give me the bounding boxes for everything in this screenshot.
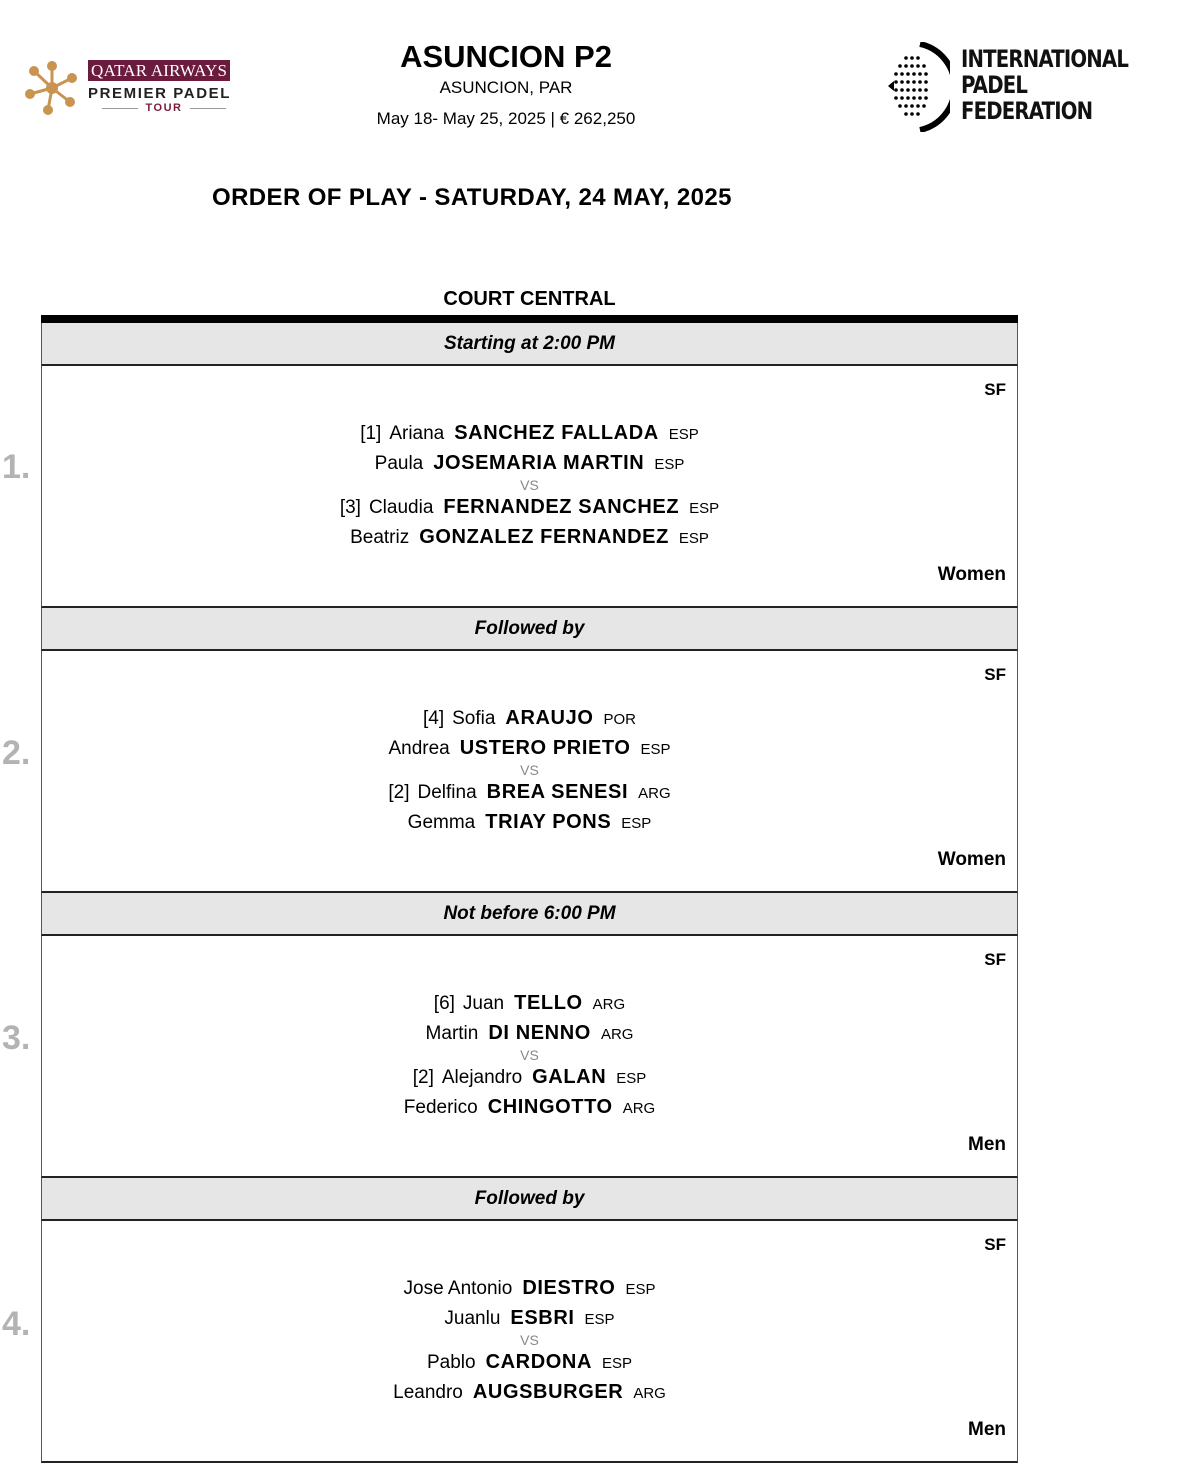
player-last-name: ESBRI [510, 1307, 575, 1329]
federation-name [961, 46, 1128, 124]
player-first-name: Pablo [426, 1352, 476, 1373]
player-nationality: ESP [654, 456, 685, 473]
page-header [0, 0, 1179, 150]
sponsor-brand: QATAR AIRWAYS [88, 60, 230, 81]
match-category: Men [968, 1419, 1006, 1440]
player-nationality: ESP [668, 426, 699, 443]
player-first-name: Beatriz [350, 527, 410, 548]
match-2 [41, 651, 1018, 893]
player-nationality: ARG [622, 1100, 656, 1117]
player-row [42, 1018, 1017, 1048]
tournament-location: ASUNCION, PAR [439, 78, 573, 97]
match-1 [41, 366, 1018, 608]
federation-line2: PADEL [961, 71, 1028, 99]
match-category: Women [937, 564, 1006, 585]
player-first-name: Alejandro [441, 1067, 523, 1088]
player-row [42, 418, 1017, 448]
player-last-name: DI NENNO [488, 1022, 591, 1044]
match-teams [42, 418, 1017, 552]
premier-padel-logo [22, 58, 244, 120]
versus-label: VS [520, 477, 539, 493]
player-first-name: Federico [403, 1097, 478, 1118]
tour-sub: TOUR [88, 102, 240, 114]
player-last-name: TELLO [514, 992, 583, 1014]
player-nationality: ESP [625, 1281, 656, 1298]
match-teams [42, 703, 1017, 837]
player-last-name: TRIAY PONS [485, 811, 612, 833]
match-3 [41, 936, 1018, 1178]
ipf-logo [886, 42, 1129, 134]
player-seed: [3] [339, 497, 361, 518]
player-nationality: ARG [638, 785, 671, 802]
time-slot-3: Not before 6:00 PM [41, 893, 1018, 936]
player-row [42, 1092, 1017, 1122]
player-seed: [2] [412, 1067, 434, 1088]
order-of-play-title: ORDER OF PLAY - SATURDAY, 24 MAY, 2025 [212, 184, 732, 211]
player-row [42, 448, 1017, 478]
player-nationality: ESP [689, 500, 720, 517]
player-last-name: GALAN [532, 1066, 607, 1088]
player-first-name: Jose Antonio [403, 1278, 513, 1299]
player-nationality: ESP [616, 1070, 647, 1087]
tournament-dates-prize: May 18- May 25, 2025 | € 262,250 [376, 109, 636, 128]
oryx-flower-icon [22, 58, 82, 118]
player-row [42, 777, 1017, 807]
player-row [42, 522, 1017, 552]
player-last-name: JOSEMARIA MARTIN [433, 452, 645, 474]
player-seed: [2] [388, 782, 410, 803]
player-last-name: FERNANDEZ SANCHEZ [443, 496, 680, 518]
player-seed: [4] [422, 708, 445, 729]
match-round: SF [984, 380, 1006, 399]
player-first-name: Gemma [407, 812, 476, 833]
player-nationality: ARG [592, 996, 626, 1013]
player-first-name: Leandro [393, 1382, 463, 1403]
match-number: 1. [2, 448, 31, 486]
player-nationality: POR [603, 711, 636, 728]
federation-line3: FEDERATION [961, 97, 1093, 125]
player-row [42, 1303, 1017, 1333]
player-nationality: ESP [584, 1311, 615, 1328]
match-category: Men [968, 1134, 1006, 1155]
player-row [42, 988, 1017, 1018]
player-last-name: CARDONA [485, 1351, 592, 1373]
player-row [42, 807, 1017, 837]
player-nationality: ESP [678, 530, 709, 547]
player-nationality: ARG [600, 1026, 634, 1043]
player-row [42, 1062, 1017, 1092]
player-last-name: AUGSBURGER [472, 1381, 624, 1403]
player-nationality: ESP [640, 741, 671, 758]
versus-label: VS [520, 762, 539, 778]
tour-name: PREMIER PADEL [88, 85, 232, 102]
player-last-name: USTERO PRIETO [459, 737, 631, 759]
player-first-name: Claudia [368, 497, 434, 518]
player-first-name: Sofia [452, 708, 496, 729]
federation-line1: INTERNATIONAL [961, 45, 1129, 73]
match-number: 4. [2, 1305, 31, 1343]
player-nationality: ARG [633, 1385, 666, 1402]
match-4 [41, 1221, 1018, 1463]
player-last-name: GONZALEZ FERNANDEZ [419, 526, 669, 548]
player-last-name: BREA SENESI [486, 781, 629, 803]
player-first-name: Andrea [388, 738, 450, 759]
player-last-name: DIESTRO [522, 1277, 616, 1299]
player-row [42, 733, 1017, 763]
court-schedule [41, 315, 1018, 1463]
player-row [42, 1273, 1017, 1303]
player-first-name: Juanlu [444, 1308, 501, 1329]
versus-label: VS [520, 1332, 539, 1348]
player-last-name: CHINGOTTO [487, 1096, 613, 1118]
player-row [42, 703, 1017, 733]
player-seed: [6] [433, 993, 455, 1014]
tournament-name: ASUNCION P2 [400, 39, 612, 74]
padel-ball-icon [886, 42, 950, 132]
match-number: 3. [2, 1019, 31, 1057]
match-teams [42, 988, 1017, 1122]
court-name: COURT CENTRAL [443, 288, 616, 310]
time-slot-4: Followed by [41, 1178, 1018, 1221]
player-first-name: Delfina [417, 782, 477, 803]
player-seed: [1] [360, 423, 382, 444]
player-first-name: Paula [374, 453, 424, 474]
player-row [42, 492, 1017, 522]
match-teams [42, 1273, 1017, 1407]
player-nationality: ESP [621, 815, 652, 832]
match-round: SF [984, 665, 1006, 684]
player-row [42, 1347, 1017, 1377]
player-first-name: Juan [462, 993, 505, 1014]
match-category: Women [937, 849, 1006, 870]
player-nationality: ESP [602, 1355, 633, 1372]
match-round: SF [984, 1235, 1006, 1254]
match-round: SF [984, 950, 1006, 969]
player-row [42, 1377, 1017, 1407]
time-slot-2: Followed by [41, 608, 1018, 651]
player-last-name: ARAUJO [505, 707, 594, 729]
time-slot-1: Starting at 2:00 PM [41, 323, 1018, 366]
player-first-name: Ariana [389, 423, 445, 444]
tournament-info [306, 38, 706, 129]
versus-label: VS [520, 1047, 539, 1063]
player-last-name: SANCHEZ FALLADA [454, 422, 659, 444]
match-number: 2. [2, 734, 31, 772]
player-first-name: Martin [425, 1023, 479, 1044]
